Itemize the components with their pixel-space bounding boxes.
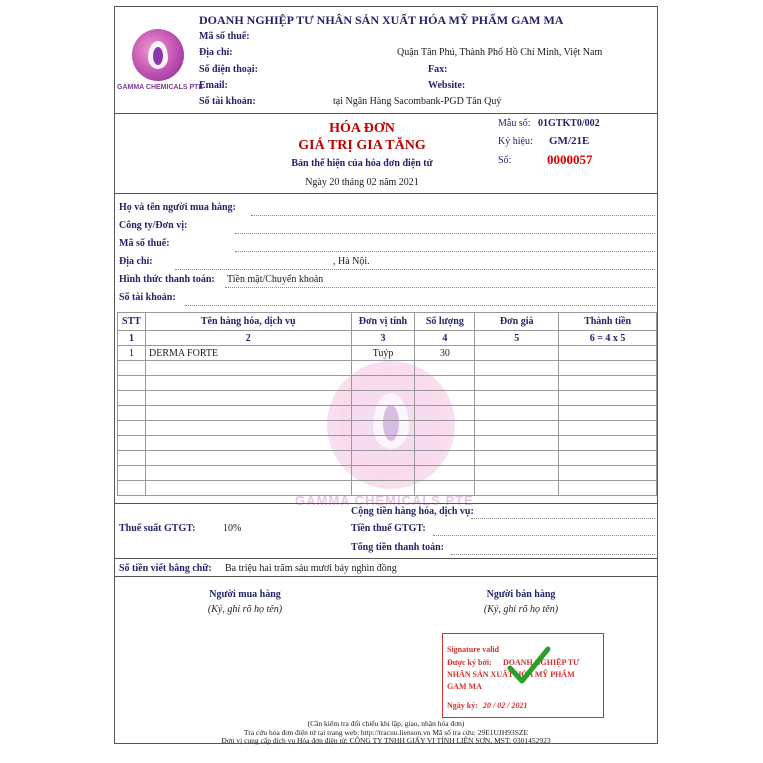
- header-goods: Tên hàng hóa, dịch vụ: [145, 313, 351, 331]
- logo-text: GAMMA CHEMICALS PTE: [117, 84, 204, 91]
- table-row: [118, 391, 657, 406]
- buyer-signature-title: Người mua hàng: [209, 589, 281, 600]
- table-row: [118, 436, 657, 451]
- divider: [115, 193, 657, 194]
- index-cell: 4: [415, 331, 475, 346]
- buyer-tax-line: [235, 251, 655, 252]
- seller-signature-note: (Ký, ghi rõ họ tên): [483, 604, 559, 615]
- symbol-label: Ký hiệu:: [498, 136, 533, 147]
- vat-amount-line: [433, 535, 655, 536]
- buyer-account-label: Số tài khoản:: [119, 292, 176, 303]
- vat-rate-label: Thuế suất GTGT:: [119, 523, 196, 534]
- signed-by-line1: DOANH NGHIỆP TƯ: [503, 658, 580, 667]
- table-index-row: [118, 331, 657, 346]
- buyer-address-value: , Hà Nội.: [333, 256, 370, 267]
- payment-value: Tiền mặt/Chuyển khoản: [227, 274, 324, 285]
- grand-total-line: [451, 554, 655, 555]
- invoice-electronic-note: Bản thể hiện của hóa đơn điện tử: [291, 158, 433, 169]
- table-row: [118, 361, 657, 376]
- digital-signature-box: [442, 633, 604, 718]
- invoice-date: Ngày 20 tháng 02 năm 2021: [305, 177, 419, 188]
- divider: [115, 113, 657, 114]
- table-row: [118, 421, 657, 436]
- sign-date-value: 20 / 02 / 2021: [483, 701, 528, 710]
- goods-total-label: Cộng tiền hàng hóa, dịch vụ:: [351, 506, 474, 517]
- vat-amount-label: Tiền thuế GTGT:: [351, 523, 426, 534]
- buyer-signature-note: (Ký, ghi rõ họ tên): [207, 604, 283, 615]
- table-header-row: [118, 313, 657, 331]
- divider: [115, 558, 657, 559]
- seller-name: DOANH NGHIỆP TƯ NHÂN SẢN XUẤT HÓA MỸ PHẨM GAM MA: [199, 13, 564, 27]
- footer-check-note: (Cần kiểm tra đối chiếu khi lập, giao, nhận hóa đơn): [307, 719, 465, 728]
- row-amount: [559, 346, 657, 361]
- index-cell: 2: [145, 331, 351, 346]
- header-unit: Đơn vị tính: [351, 313, 415, 331]
- buyer-address-line: [175, 269, 655, 270]
- form-label: Mẫu số:: [498, 118, 531, 129]
- divider: [115, 503, 657, 504]
- table-row: [118, 451, 657, 466]
- header-quantity: Số lượng: [415, 313, 475, 331]
- buyer-company-label: Công ty/Đơn vị:: [119, 220, 188, 231]
- row-quantity: 30: [415, 346, 475, 361]
- amount-in-words-label: Số tiền viết bằng chữ:: [119, 563, 212, 574]
- seller-signature-title: Người bán hàng: [486, 589, 556, 600]
- seller-phone-label: Số điện thoại:: [199, 64, 258, 75]
- invoice: [114, 6, 658, 744]
- seller-account-value: tại Ngân Hàng Sacombank-PGD Tân Quý: [333, 96, 502, 107]
- buyer-address-label: Địa chỉ:: [119, 256, 153, 267]
- divider: [115, 576, 657, 577]
- buyer-tax-label: Mã số thuế:: [119, 238, 170, 249]
- index-cell: 5: [475, 331, 559, 346]
- payment-line: [225, 287, 655, 288]
- grand-total-label: Tổng tiền thanh toán:: [351, 542, 445, 553]
- row-unit-price: [475, 346, 559, 361]
- table-row: [118, 406, 657, 421]
- buyer-company-line: [235, 233, 655, 234]
- number-label: Số:: [498, 155, 512, 166]
- invoice-subtitle-vat: GIÁ TRỊ GIA TĂNG: [298, 138, 426, 153]
- company-logo: [132, 29, 184, 81]
- signed-by-line2: NHÂN SẢN XUẤT HÓA MỸ PHẨM: [447, 670, 575, 679]
- symbol-value: GM/21E: [549, 135, 590, 147]
- index-cell: 3: [351, 331, 415, 346]
- row-unit: Tuýp: [351, 346, 415, 361]
- sign-date-label: Ngày ký:: [447, 701, 478, 710]
- seller-tax-label: Mã số thuế:: [199, 31, 250, 42]
- items-table: [117, 312, 657, 496]
- amount-in-words-value: Ba triệu hai trăm sáu mươi bảy nghìn đồng: [225, 563, 397, 574]
- footer-provider: Đơn vị cung cấp dịch vụ Hóa đơn điện tử: CÔNG TY TNHH GIẤY VI TÍNH LIÊN SƠN, MST: 0301452923: [221, 736, 551, 745]
- buyer-account-line: [185, 305, 655, 306]
- seller-address-value: Quận Tân Phú, Thành Phố Hồ Chí Minh, Việt Nam: [397, 47, 603, 58]
- seller-fax-label: Fax:: [428, 64, 448, 75]
- invoice-number: 0000057: [547, 152, 593, 167]
- table-row: [118, 466, 657, 481]
- form-value: 01GTKT0/002: [538, 118, 600, 129]
- footer-lookup: Tra cứu hóa đơn điện tử tại trang web: http://tracuu.lienson.vn Mã số tra cứu: 29E1UJH93SZE: [243, 728, 529, 737]
- index-cell: 6 = 4 x 5: [559, 331, 657, 346]
- seller-account-label: Số tài khoản:: [199, 96, 256, 107]
- payment-label: Hình thức thanh toán:: [119, 274, 215, 285]
- watermark-text: GAMMA CHEMICALS PTE: [295, 493, 474, 508]
- seller-email-label: Email:: [199, 80, 228, 91]
- table-row: [118, 376, 657, 391]
- seller-address-label: Địa chỉ:: [199, 47, 233, 58]
- checkmark-icon: [507, 646, 551, 686]
- buyer-name-label: Họ và tên người mua hàng:: [119, 202, 236, 213]
- signed-by-label: Được ký bởi:: [447, 658, 492, 667]
- invoice-title: HÓA ĐƠN: [329, 121, 395, 136]
- signature-valid-label: Signature valid: [447, 645, 500, 654]
- row-goods-name: DERMA FORTE: [145, 346, 351, 361]
- header-stt: STT: [118, 313, 146, 331]
- seller-website-label: Website:: [428, 80, 466, 91]
- header-unit-price: Đơn giá: [475, 313, 559, 331]
- signed-by-line3: GAM MA: [447, 682, 482, 691]
- table-row: [118, 346, 657, 361]
- goods-total-line: [471, 518, 655, 519]
- vat-rate-value: 10%: [223, 523, 242, 534]
- row-stt: 1: [118, 346, 146, 361]
- index-cell: 1: [118, 331, 146, 346]
- logo-core-icon: [153, 47, 163, 65]
- header-amount: Thành tiền: [559, 313, 657, 331]
- buyer-name-line: [251, 215, 655, 216]
